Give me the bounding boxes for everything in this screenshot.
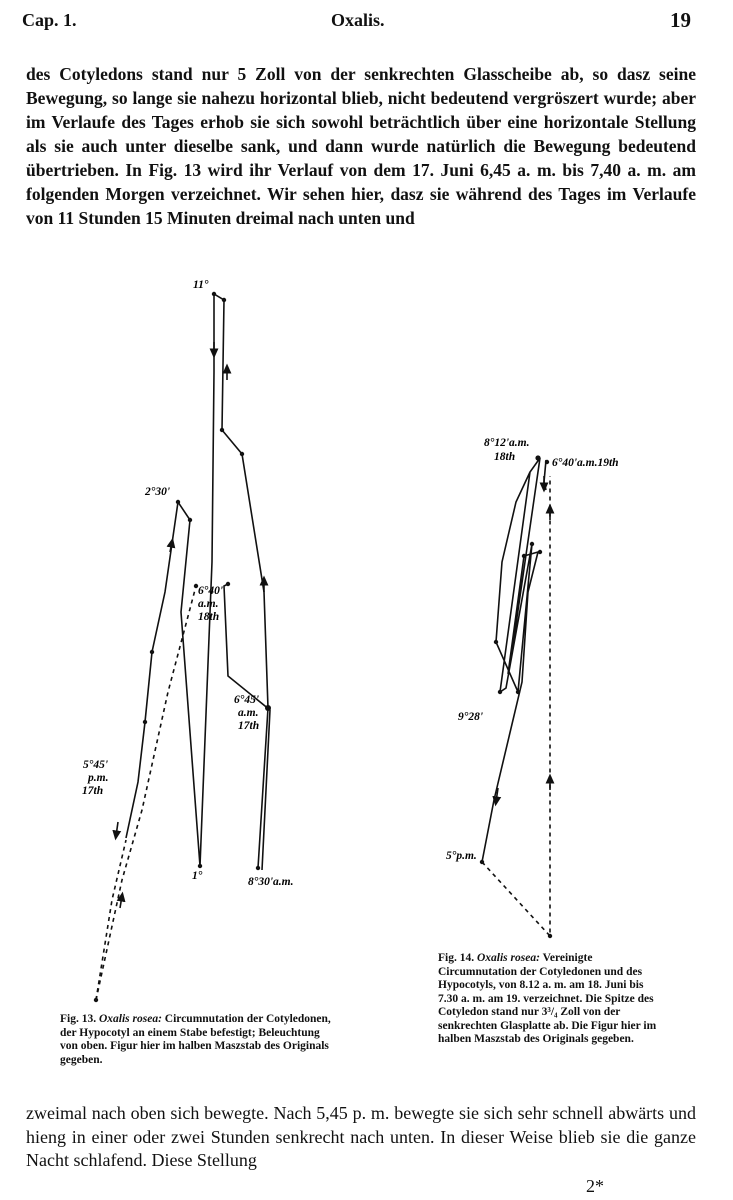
paragraph-bottom xyxy=(26,1102,696,1173)
figure-14-caption xyxy=(438,952,660,1047)
fig13-label-11: 11° xyxy=(193,279,209,291)
fig13-arrow-down-2 xyxy=(116,822,118,836)
fig13-label-1: 1° xyxy=(192,870,203,882)
fig13-label-545c: 17th xyxy=(82,785,104,797)
fig13-arrow-up-4 xyxy=(120,896,122,908)
paragraph-bottom-text: zweimal nach oben sich bewegte. Nach 5,45 p. m. bewegte sie sich sehr schnell abwärts und hieng in einer oder zwei Stunden senkrecht nach unten. In dieser Weise blieb sie die ganze Nacht schlafend. Diese Stellung xyxy=(26,1103,696,1170)
fig13-label-645a: 6°45' xyxy=(234,694,260,706)
chapter-label: Cap. 1. xyxy=(22,10,77,30)
fig14-label-812a: 8°12'a.m. xyxy=(484,437,530,449)
fig14-label-640: 6°40'a.m.19th xyxy=(552,457,619,469)
figure-13-dots xyxy=(94,292,271,1002)
fig14-solid-path xyxy=(482,458,540,862)
fig13-caption-text: Circumnutation der Cotyledonen, der Hypocotyl an einem Stabe befestigt; Beleuchtung von oben. Figur hier im halben Maszstab des Originals gegeben. xyxy=(60,1013,331,1066)
fig13-label-545a: 5°45' xyxy=(83,759,109,771)
fig13-caption-species: Oxalis rosea: xyxy=(98,1013,162,1025)
fig13-dashed-path-2 xyxy=(96,586,196,1000)
fig14-label-5: 5°p.m. xyxy=(446,850,477,862)
fig14-caption-text: Vereinigte Circumnutation der Cotyledonen und des Hypocotyls, von 8.12 a. m. am 18. Juni bis 7.30 a. m. am 19. verzeichnet. Die Spitze des Cotyledon stand nur 3³/₄ Zoll von der senkrechten Glasplatte ab. Die Figur hier im halben Maszstab des Originals gegeben. xyxy=(438,952,657,1045)
fig14-label-928: 9°28' xyxy=(458,711,484,723)
fig13-label-640a: 6°40' xyxy=(198,585,224,597)
paragraph-top xyxy=(26,62,696,230)
figure-14-labels xyxy=(446,437,619,862)
fig13-label-830: 8°30'a.m. xyxy=(248,876,294,888)
fig14-caption-species: Oxalis rosea: xyxy=(476,952,540,964)
fig13-label-645c: 17th xyxy=(238,720,260,732)
paragraph-top-text: des Cotyledons stand nur 5 Zoll von der senkrechten Glasscheibe ab, so dasz seine Bewegung, so lange sie nahezu horizontal blieb, nicht bedeutend vergröszert wurde; aber im Verlaufe des Tages erhob sie sich sowohl beträchtlich über eine horizontale Stellung als sie auch unter dieselbe sank, und dann wurde natürlich die Bewegung bedeutend übertrieben. In Fig. 13 wird ihr Verlauf von dem 17. Juni 6,45 a. m. bis 7,40 a. m. am folgenden Morgen verzeichnet. Wir sehen hier, dasz sie während des Tages im Verlaufe von 11 Stunden 15 Minuten dreimal nach unten und xyxy=(26,64,696,228)
figure-13-trace xyxy=(96,294,270,1000)
fig13-label-640c: 18th xyxy=(198,611,220,623)
fig13-label-230: 2°30' xyxy=(145,486,171,498)
fig14-label-812b: 18th xyxy=(494,451,516,463)
figure-14-trace xyxy=(482,458,550,936)
fig13-label-545b: p.m. xyxy=(88,772,109,784)
fig13-label-645b: a.m. xyxy=(238,707,259,719)
figure-13-arrows xyxy=(116,342,264,908)
figure-13-caption xyxy=(60,1013,336,1067)
fig14-caption-label: Fig. 14. xyxy=(438,952,475,964)
page-number: 19 xyxy=(670,8,691,32)
fig13-caption-label: Fig. 13. xyxy=(60,1013,97,1025)
fig13-solid-path xyxy=(126,294,268,868)
signature-mark: 2* xyxy=(586,1176,604,1196)
running-title: Oxalis. xyxy=(331,10,385,30)
figure-14-dots xyxy=(480,455,552,938)
fig13-label-640b: a.m. xyxy=(198,598,219,610)
